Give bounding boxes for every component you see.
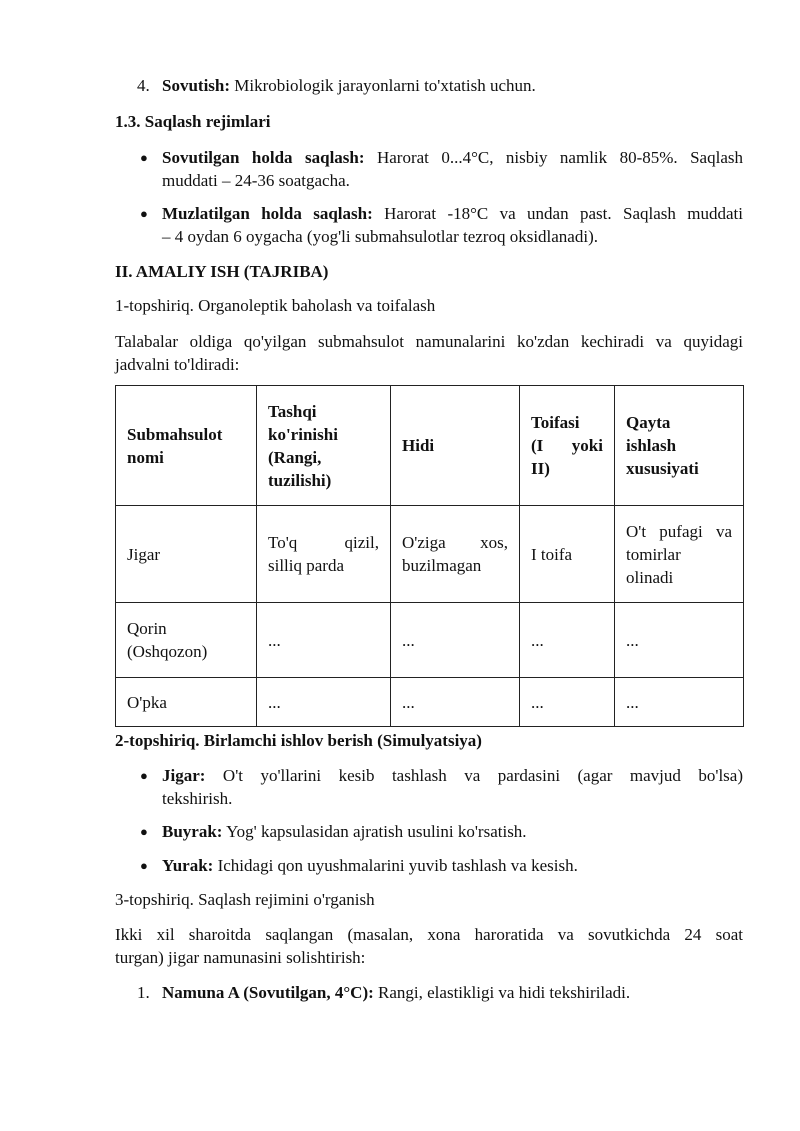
- section-heading: 1.3. Saqlash rejimlari: [115, 112, 271, 131]
- item-text-cont: tekshirish.: [162, 789, 233, 808]
- bullet-icon: ●: [140, 206, 148, 221]
- table-cell: ...: [257, 678, 391, 727]
- list-number: 1.: [137, 983, 150, 1002]
- list-item: [115, 854, 743, 877]
- table-cell: Jigar: [116, 506, 257, 603]
- table-cell: O'pka: [116, 678, 257, 727]
- task-title: 1-topshiriq. Organoleptik baholash va toifalash: [115, 296, 436, 315]
- bullet-icon: ●: [140, 768, 148, 783]
- table-cell: I toifa: [520, 506, 615, 603]
- item-text-cont: muddati – 24-36 soatgacha.: [162, 171, 350, 190]
- item-label: Sovutilgan holda saqlash:: [162, 148, 365, 167]
- bullet-icon: ●: [140, 150, 148, 165]
- item-label: Namuna A (Sovutilgan, 4°C):: [162, 983, 374, 1002]
- table-row: [116, 603, 744, 678]
- header-cell: Hidi: [391, 386, 520, 506]
- table-cell: ...: [520, 603, 615, 678]
- item-text: O't yo'llarini kesib tashlash va pardasini (agar mavjud bo'lsa): [205, 766, 743, 785]
- desc-line: Ikki xil sharoitda saqlangan (masalan, xona haroratida va sovutkichda 24 soat: [115, 925, 743, 944]
- table-cell: ...: [391, 603, 520, 678]
- table-cell: ...: [391, 678, 520, 727]
- organoleptic-table: [115, 385, 744, 727]
- item-text: Harorat -18°C va undan past. Saqlash muddati: [372, 204, 743, 223]
- table-row: [116, 678, 744, 727]
- section-heading: II. AMALIY ISH (TAJRIBA): [115, 262, 329, 281]
- header-cell: Toifasi (I yoki II): [520, 386, 615, 506]
- header-cell: Tashqi ko'rinishi (Rangi, tuzilishi): [257, 386, 391, 506]
- task-description: [115, 330, 743, 376]
- header-cell: Submahsulot nomi: [116, 386, 257, 506]
- task-title: 2-topshiriq. Birlamchi ishlov berish (Simulyatsiya): [115, 731, 482, 750]
- table-cell: To'q qizil, silliq parda: [257, 506, 391, 603]
- item-text: Harorat 0...4°C, nisbiy namlik 80-85%. Saqlash: [364, 148, 743, 167]
- list-item: [115, 764, 743, 810]
- desc-line: Talabalar oldiga qo'yilgan submahsulot namunalarini ko'zdan kechiradi va quyidagi: [115, 332, 743, 351]
- list-item: [115, 202, 743, 248]
- header-cell: Qayta ishlash xususiyati: [615, 386, 744, 506]
- table-cell: O'ziga xos, buzilmagan: [391, 506, 520, 603]
- table-cell: ...: [615, 678, 744, 727]
- task-description: [115, 923, 743, 969]
- item-label: Buyrak:: [162, 822, 223, 841]
- item-text: Yog' kapsulasidan ajratish usulini ko'rsatish.: [222, 822, 527, 841]
- item-text-cont: – 4 oydan 6 oygacha (yog'li submahsulotlar tezroq oksidlanadi).: [162, 227, 598, 246]
- item-label: Jigar:: [162, 766, 206, 785]
- item-text: Rangi, elastikligi va hidi tekshiriladi.: [373, 983, 631, 1002]
- table-row: [116, 506, 744, 603]
- item-label: Sovutish:: [162, 76, 231, 95]
- item-label: Yurak:: [162, 856, 214, 875]
- item-label: Muzlatilgan holda saqlash:: [162, 204, 373, 223]
- list-item: [115, 981, 743, 1004]
- desc-line: jadvalni to'ldiradi:: [115, 355, 240, 374]
- bullet-icon: ●: [140, 824, 148, 839]
- table-cell: ...: [615, 603, 744, 678]
- item-text: Ichidagi qon uyushmalarini yuvib tashlash va kesish.: [213, 856, 578, 875]
- desc-line: turgan) jigar namunasini solishtirish:: [115, 948, 366, 967]
- list-item: [115, 74, 743, 97]
- table-cell: ...: [257, 603, 391, 678]
- list-number: 4.: [137, 76, 150, 95]
- list-item: [115, 146, 743, 192]
- list-item: [115, 820, 743, 843]
- table-cell: ...: [520, 678, 615, 727]
- task-title: 3-topshiriq. Saqlash rejimini o'rganish: [115, 890, 375, 909]
- item-text: Mikrobiologik jarayonlarni to'xtatish uchun.: [230, 76, 536, 95]
- table-cell: Qorin (Oshqozon): [116, 603, 257, 678]
- table-cell: O't pufagi va tomirlar olinadi: [615, 506, 744, 603]
- table-header-row: [116, 386, 744, 506]
- bullet-icon: ●: [140, 858, 148, 873]
